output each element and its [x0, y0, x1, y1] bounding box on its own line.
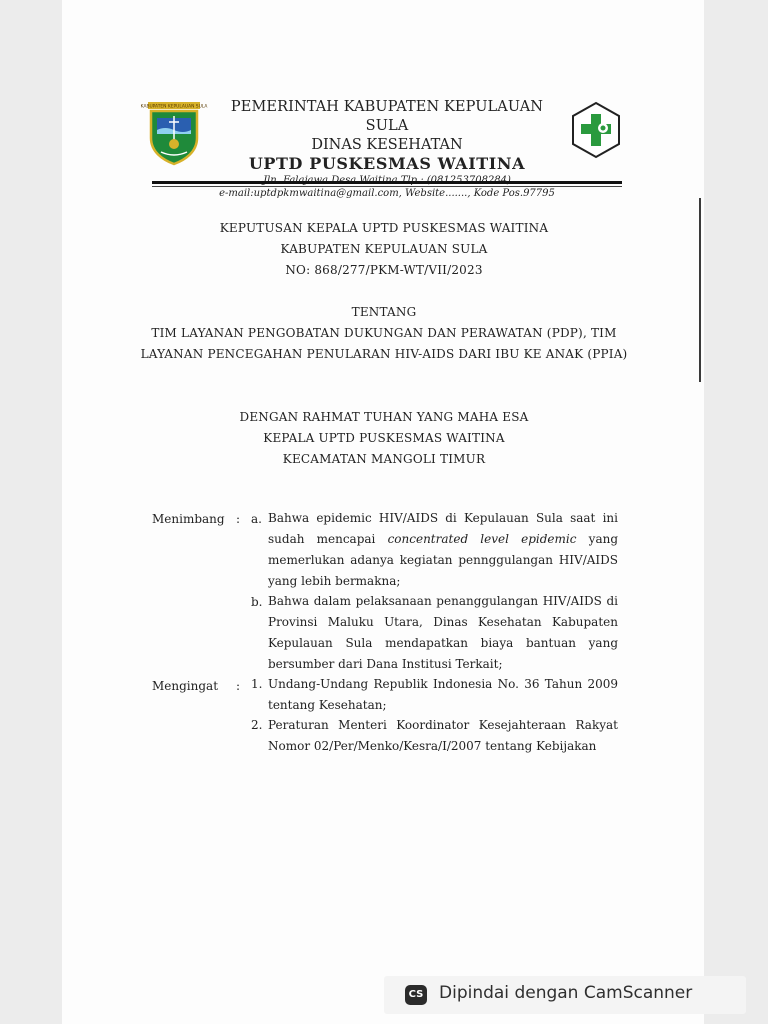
scanner-label: Dipindai dengan CamScanner [439, 983, 693, 1003]
seal-lettering: KABUPATEN KEPULAUAN SULA [140, 104, 208, 110]
institution-name: UPTD PUSKESMAS WAITINA [248, 154, 526, 173]
tentang-heading: TENTANG [351, 305, 417, 319]
mengingat-colon: : [236, 679, 241, 693]
mengingat-label: Mengingat [152, 679, 219, 693]
item-marker: a. [251, 512, 262, 526]
page-edge-line [699, 198, 701, 382]
agency-name: DINAS KESEHATAN [311, 137, 463, 153]
preamble-line-1: DENGAN RAHMAT TUHAN YANG MAHA ESA [239, 410, 529, 424]
decree-line-2: KABUPATEN KEPULAUAN SULA [280, 242, 488, 256]
puskesmas-cross-icon [570, 101, 622, 159]
preamble-line-2: KEPALA UPTD PUSKESMAS WAITINA [263, 431, 505, 445]
mengingat-item-2: Peraturan Menteri Koordinator Kesejahteraan Rakyat Nomor 02/Per/Menko/Kesra/I/2007 tentang Kebijakan [268, 718, 618, 753]
decree-line-1: KEPUTUSAN KEPALA UPTD PUSKESMAS WAITINA [219, 221, 549, 235]
menimbang-label: Menimbang [152, 512, 225, 526]
subject-line-1: TIM LAYANAN PENGOBATAN DUKUNGAN DAN PERAWATAN (PDP), TIM [151, 326, 617, 340]
camscanner-icon: CS [405, 985, 427, 1005]
scanner-watermark [384, 976, 746, 1014]
letterhead [212, 98, 562, 200]
menimbang-colon: : [236, 512, 241, 526]
menimbang-item-a: Bahwa epidemic HIV/AIDS di Kepulauan Sula saat ini sudah mencapai concentrated level epidemic yang memerlukan adanya kegiatan pennggulangan HIV/AIDS yang lebih bermakna; [268, 511, 619, 588]
regency-coat-of-arms-icon [140, 100, 208, 166]
preamble-block [140, 407, 628, 470]
item-marker: 1. [251, 677, 263, 691]
subject-block [140, 302, 628, 365]
item-marker: b. [251, 595, 263, 609]
decree-title [140, 218, 628, 281]
decree-number: NO: 868/277/PKM-WT/VII/2023 [285, 263, 483, 277]
mengingat-item-1: Undang-Undang Republik Indonesia No. 36 Tahun 2009 tentang Kesehatan; [268, 677, 618, 712]
preamble-line-3: KECAMATAN MANGOLI TIMUR [282, 452, 486, 466]
contact-line: e-mail:uptdpkmwaitina@gmail.com, Website......., Kode Pos.97795 [219, 188, 555, 199]
letterhead-rule-thin [152, 186, 622, 187]
item-marker: 2. [251, 718, 263, 732]
government-name: PEMERINTAH KABUPATEN KEPULAUAN SULA [230, 99, 544, 134]
menimbang-item-b: Bahwa dalam pelaksanaan penanggulangan HIV/AIDS di Provinsi Maluku Utara, Dinas Kesehatan Kabupaten Kepulauan Sula mendapatkan biaya bantuan yang bersumber dari Dana Institusi Terkait; [268, 594, 618, 671]
letterhead-rule [152, 181, 622, 184]
subject-line-2: LAYANAN PENCEGAHAN PENULARAN HIV-AIDS DARI IBU KE ANAK (PPIA) [140, 347, 628, 361]
